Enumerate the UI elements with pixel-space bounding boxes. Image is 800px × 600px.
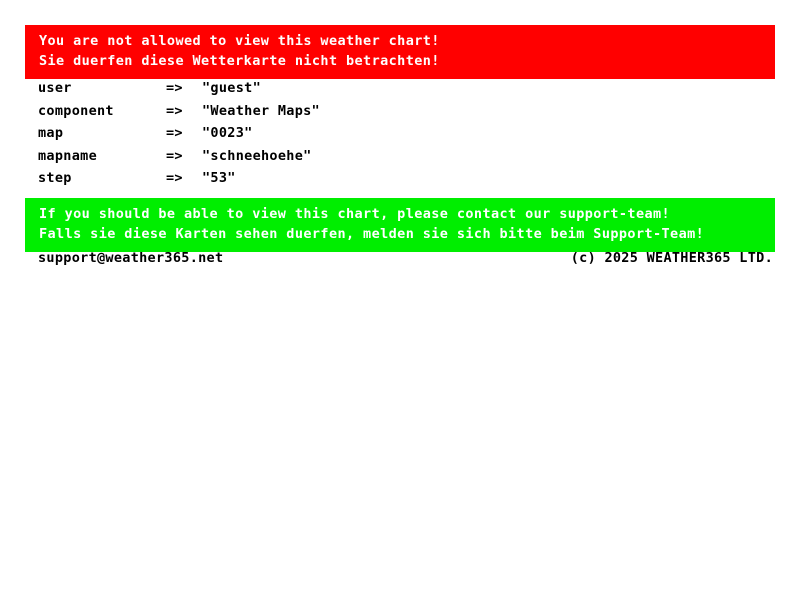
- parameter-table: [38, 80, 320, 193]
- param-arrow: =>: [166, 170, 183, 186]
- error-banner-line-de: Sie duerfen diese Wetterkarte nicht betrachten!: [39, 53, 440, 69]
- param-value: "guest": [202, 80, 261, 96]
- param-value: "53": [202, 170, 236, 186]
- support-banner-line-en: If you should be able to view this chart, please contact our support-team!: [39, 206, 671, 222]
- error-banner-line-en: You are not allowed to view this weather chart!: [39, 33, 440, 49]
- table-row: [38, 103, 320, 126]
- support-email-link[interactable]: support@weather365.net: [38, 250, 224, 266]
- param-value: "schneehoehe": [202, 147, 312, 164]
- support-banner: [25, 198, 775, 252]
- param-key: step: [38, 170, 72, 186]
- table-row: [38, 125, 320, 148]
- footer: [38, 250, 773, 266]
- table-row: [38, 80, 320, 103]
- param-key: user: [38, 80, 72, 96]
- param-key: map: [38, 125, 64, 141]
- copyright-text: (c) 2025 WEATHER365 LTD.: [570, 250, 773, 266]
- param-value: "0023": [202, 125, 253, 141]
- param-arrow: =>: [166, 102, 183, 119]
- support-banner-line-de: Falls sie diese Karten sehen duerfen, melden sie sich bitte beim Support-Team!: [39, 226, 705, 242]
- param-arrow: =>: [166, 147, 183, 164]
- param-key: component: [38, 102, 114, 119]
- error-banner: [25, 25, 775, 79]
- param-arrow: =>: [166, 80, 183, 96]
- table-row: [38, 170, 320, 193]
- table-row: [38, 148, 320, 171]
- param-value: "Weather Maps": [202, 102, 320, 119]
- param-arrow: =>: [166, 125, 183, 141]
- param-key: mapname: [38, 147, 97, 164]
